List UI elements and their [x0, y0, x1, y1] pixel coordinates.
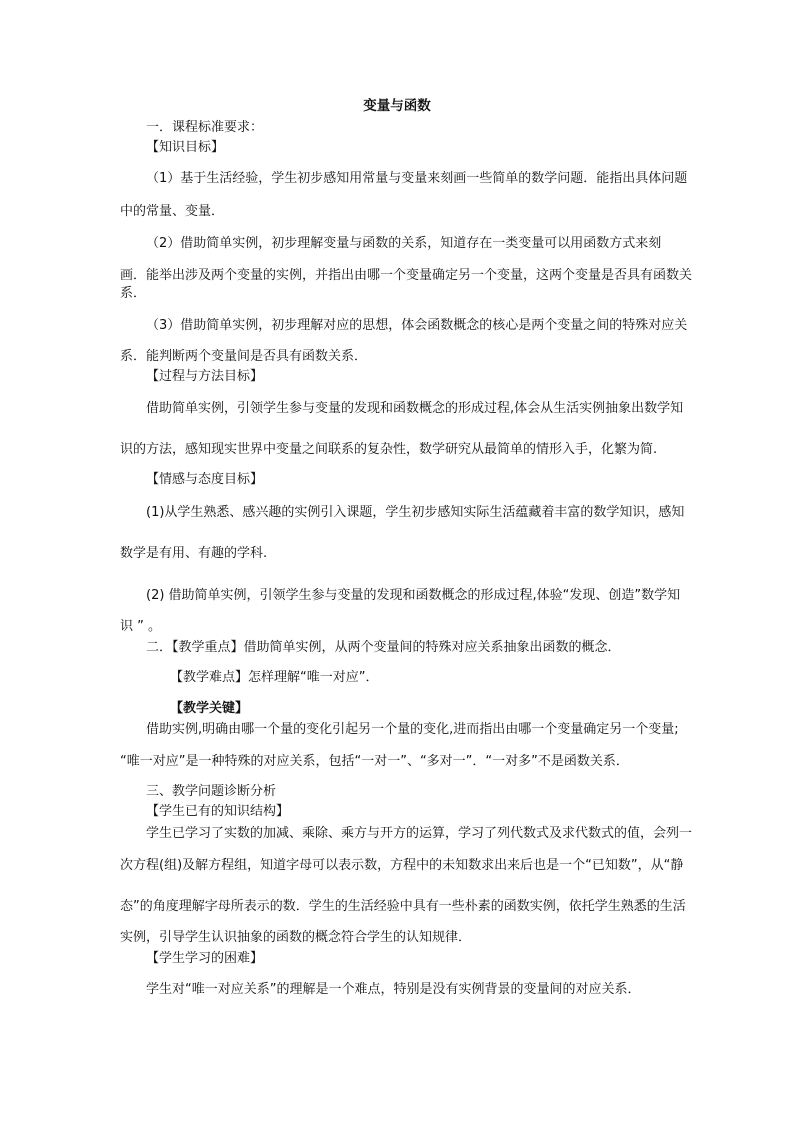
knowledge-item-1-line-2: 中的常量、变量． — [120, 204, 225, 219]
knowledge-goal-label: 【知识目标】 — [146, 140, 225, 155]
knowledge-item-1-line-1: （1）基于生活经验，学生初步感知用常量与变量来刻画一些简单的数学问题．能指出具体问题 — [146, 171, 688, 186]
section-1-heading: 一．课程标准要求： — [146, 120, 264, 135]
knowledge-structure-label: 【学生已有的知识结构】 — [146, 804, 290, 819]
attitude-item-1-line-1: (1)从学生熟悉、感兴趣的实例引入课题，学生初步感知实际生活蕴藏着丰富的数学知识，感知 — [146, 505, 685, 520]
process-goal-line-2: 识的方法，感知现实世界中变量之间联系的复杂性，数学研究从最简单的情形入手，化繁为简. — [120, 442, 658, 457]
knowledge-item-3-line-1: （3）借助简单实例，初步理解对应的思想，体会函数概念的核心是两个变量之间的特殊对应关 — [146, 318, 688, 333]
knowledge-structure-line-1: 学生已学习了实数的加减、乘除、乘方与开方的运算，学习了列代数式及求代数式的值，会列一 — [146, 826, 693, 841]
knowledge-structure-line-4: 实例，引导学生认识抽象的函数的概念符合学生的认知规律． — [120, 930, 472, 945]
teaching-key-line-2: “唯一对应”是一种特殊的对应关系，包括“一对一”、“多对一”．“一对多”不是函数关系． — [120, 754, 629, 769]
teaching-key-label: 【教学关键】 — [170, 701, 249, 716]
section-3-heading: 三、教学问题诊断分析 — [146, 784, 277, 799]
teaching-difficulty: 【教学难点】怎样理解“唯一对应”． — [170, 670, 379, 685]
learning-difficulty-text: 学生对“唯一对应关系”的理解是一个难点，特别是没有实例背景的变量间的对应关系． — [146, 982, 641, 997]
attitude-item-2-line-1: (2) 借助简单实例，引领学生参与变量的发现和函数概念的形成过程,体验“发现、创造”数学知 — [146, 588, 681, 603]
knowledge-item-3-line-2: 系．能判断两个变量间是否具有函数关系． — [120, 349, 368, 364]
attitude-item-2-line-2: 识 ” 。 — [120, 619, 161, 634]
teaching-key-point: 二．【教学重点】借助简单实例，从两个变量间的特殊对应关系抽象出函数的概念． — [146, 640, 621, 655]
knowledge-item-2-line-2: 画．能举出涉及两个变量的实例，并指出由哪一个变量确定另一个变量，这两个变量是否具有函数关 — [120, 268, 693, 283]
knowledge-item-2-line-3: 系． — [120, 286, 147, 301]
document-title: 变量与函数 — [363, 98, 431, 114]
knowledge-structure-line-2: 次方程(组)及解方程组，知道字母可以表示数，方程中的未知数求出来后也是一个“已知数”，从“静 — [120, 858, 684, 873]
knowledge-structure-line-3: 态”的角度理解字母所表示的数．学生的生活经验中具有一些朴素的函数实例，依托学生熟悉的生活 — [120, 899, 686, 914]
learning-difficulty-label: 【学生学习的困难】 — [146, 951, 264, 966]
attitude-goal-label: 【情感与态度目标】 — [146, 472, 264, 487]
knowledge-item-2-line-1: （2）借助简单实例，初步理解变量与函数的关系，知道存在一类变量可以用函数方式来刻 — [146, 236, 662, 251]
teaching-key-line-1: 借助实例,明确由哪一个量的变化引起另一个量的变化,进而指出由哪一个变量确定另一个变量; — [146, 722, 679, 737]
process-goal-label: 【过程与方法目标】 — [146, 369, 264, 384]
process-goal-line-1: 借助简单实例，引领学生参与变量的发现和函数概念的形成过程,体会从生活实例抽象出数学知 — [146, 401, 684, 416]
attitude-item-1-line-2: 数学是有用、有趣的学科. — [120, 546, 268, 561]
